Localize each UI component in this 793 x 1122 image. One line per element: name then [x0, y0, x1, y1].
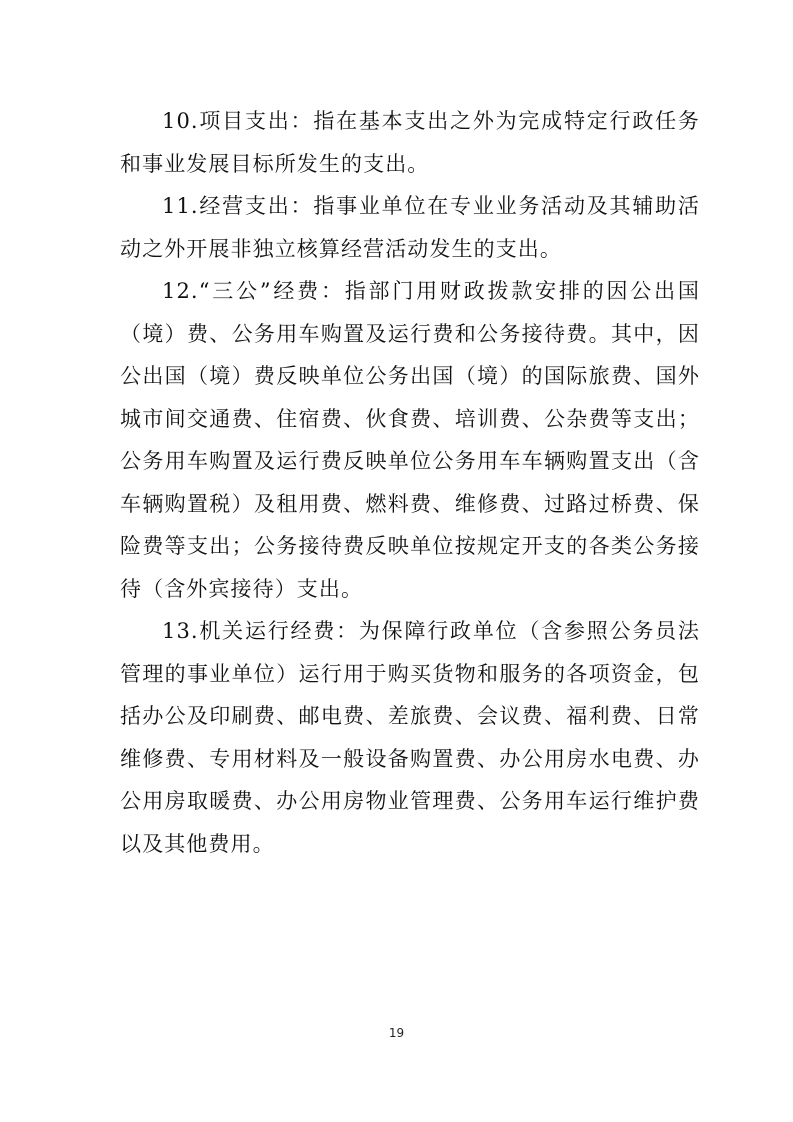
body-text [120, 100, 700, 865]
paragraph-three-public-expenses: 12.“三公”经费：指部门用财政拨款安排的因公出国（境）费、公务用车购置及运行费和公务接待费。其中，因公出国（境）费反映单位公务出国（境）的国际旅费、国外城市间交通费、住宿费、伙食费、培训费、公杂费等支出；公务用车购置及运行费反映单位公务用车车辆购置支出（含车辆购置税）及租用费、燃料费、维修费、过路过桥费、保险费等支出；公务接待费反映单位按规定开支的各类公务接待（含外宾接待）支出。 [120, 279, 700, 601]
paragraph-operating-expenditure: 11.经营支出：指事业单位在专业业务活动及其辅助活动之外开展非独立核算经营活动发生的支出。 [120, 194, 700, 261]
paragraph-agency-operating-funds: 13.机关运行经费：为保障行政单位（含参照公务员法管理的事业单位）运行用于购买货物和服务的各项资金，包括办公及印刷费、邮电费、差旅费、会议费、福利费、日常维修费、专用材料及一般设备购置费、办公用房水电费、办公用房取暖费、办公用房物业管理费、公务用车运行维护费以及其他费用。 [120, 619, 700, 856]
paragraph-project-expenditure: 10.项目支出：指在基本支出之外为完成特定行政任务和事业发展目标所发生的支出。 [120, 109, 700, 176]
page-number: 19 [388, 1026, 405, 1040]
